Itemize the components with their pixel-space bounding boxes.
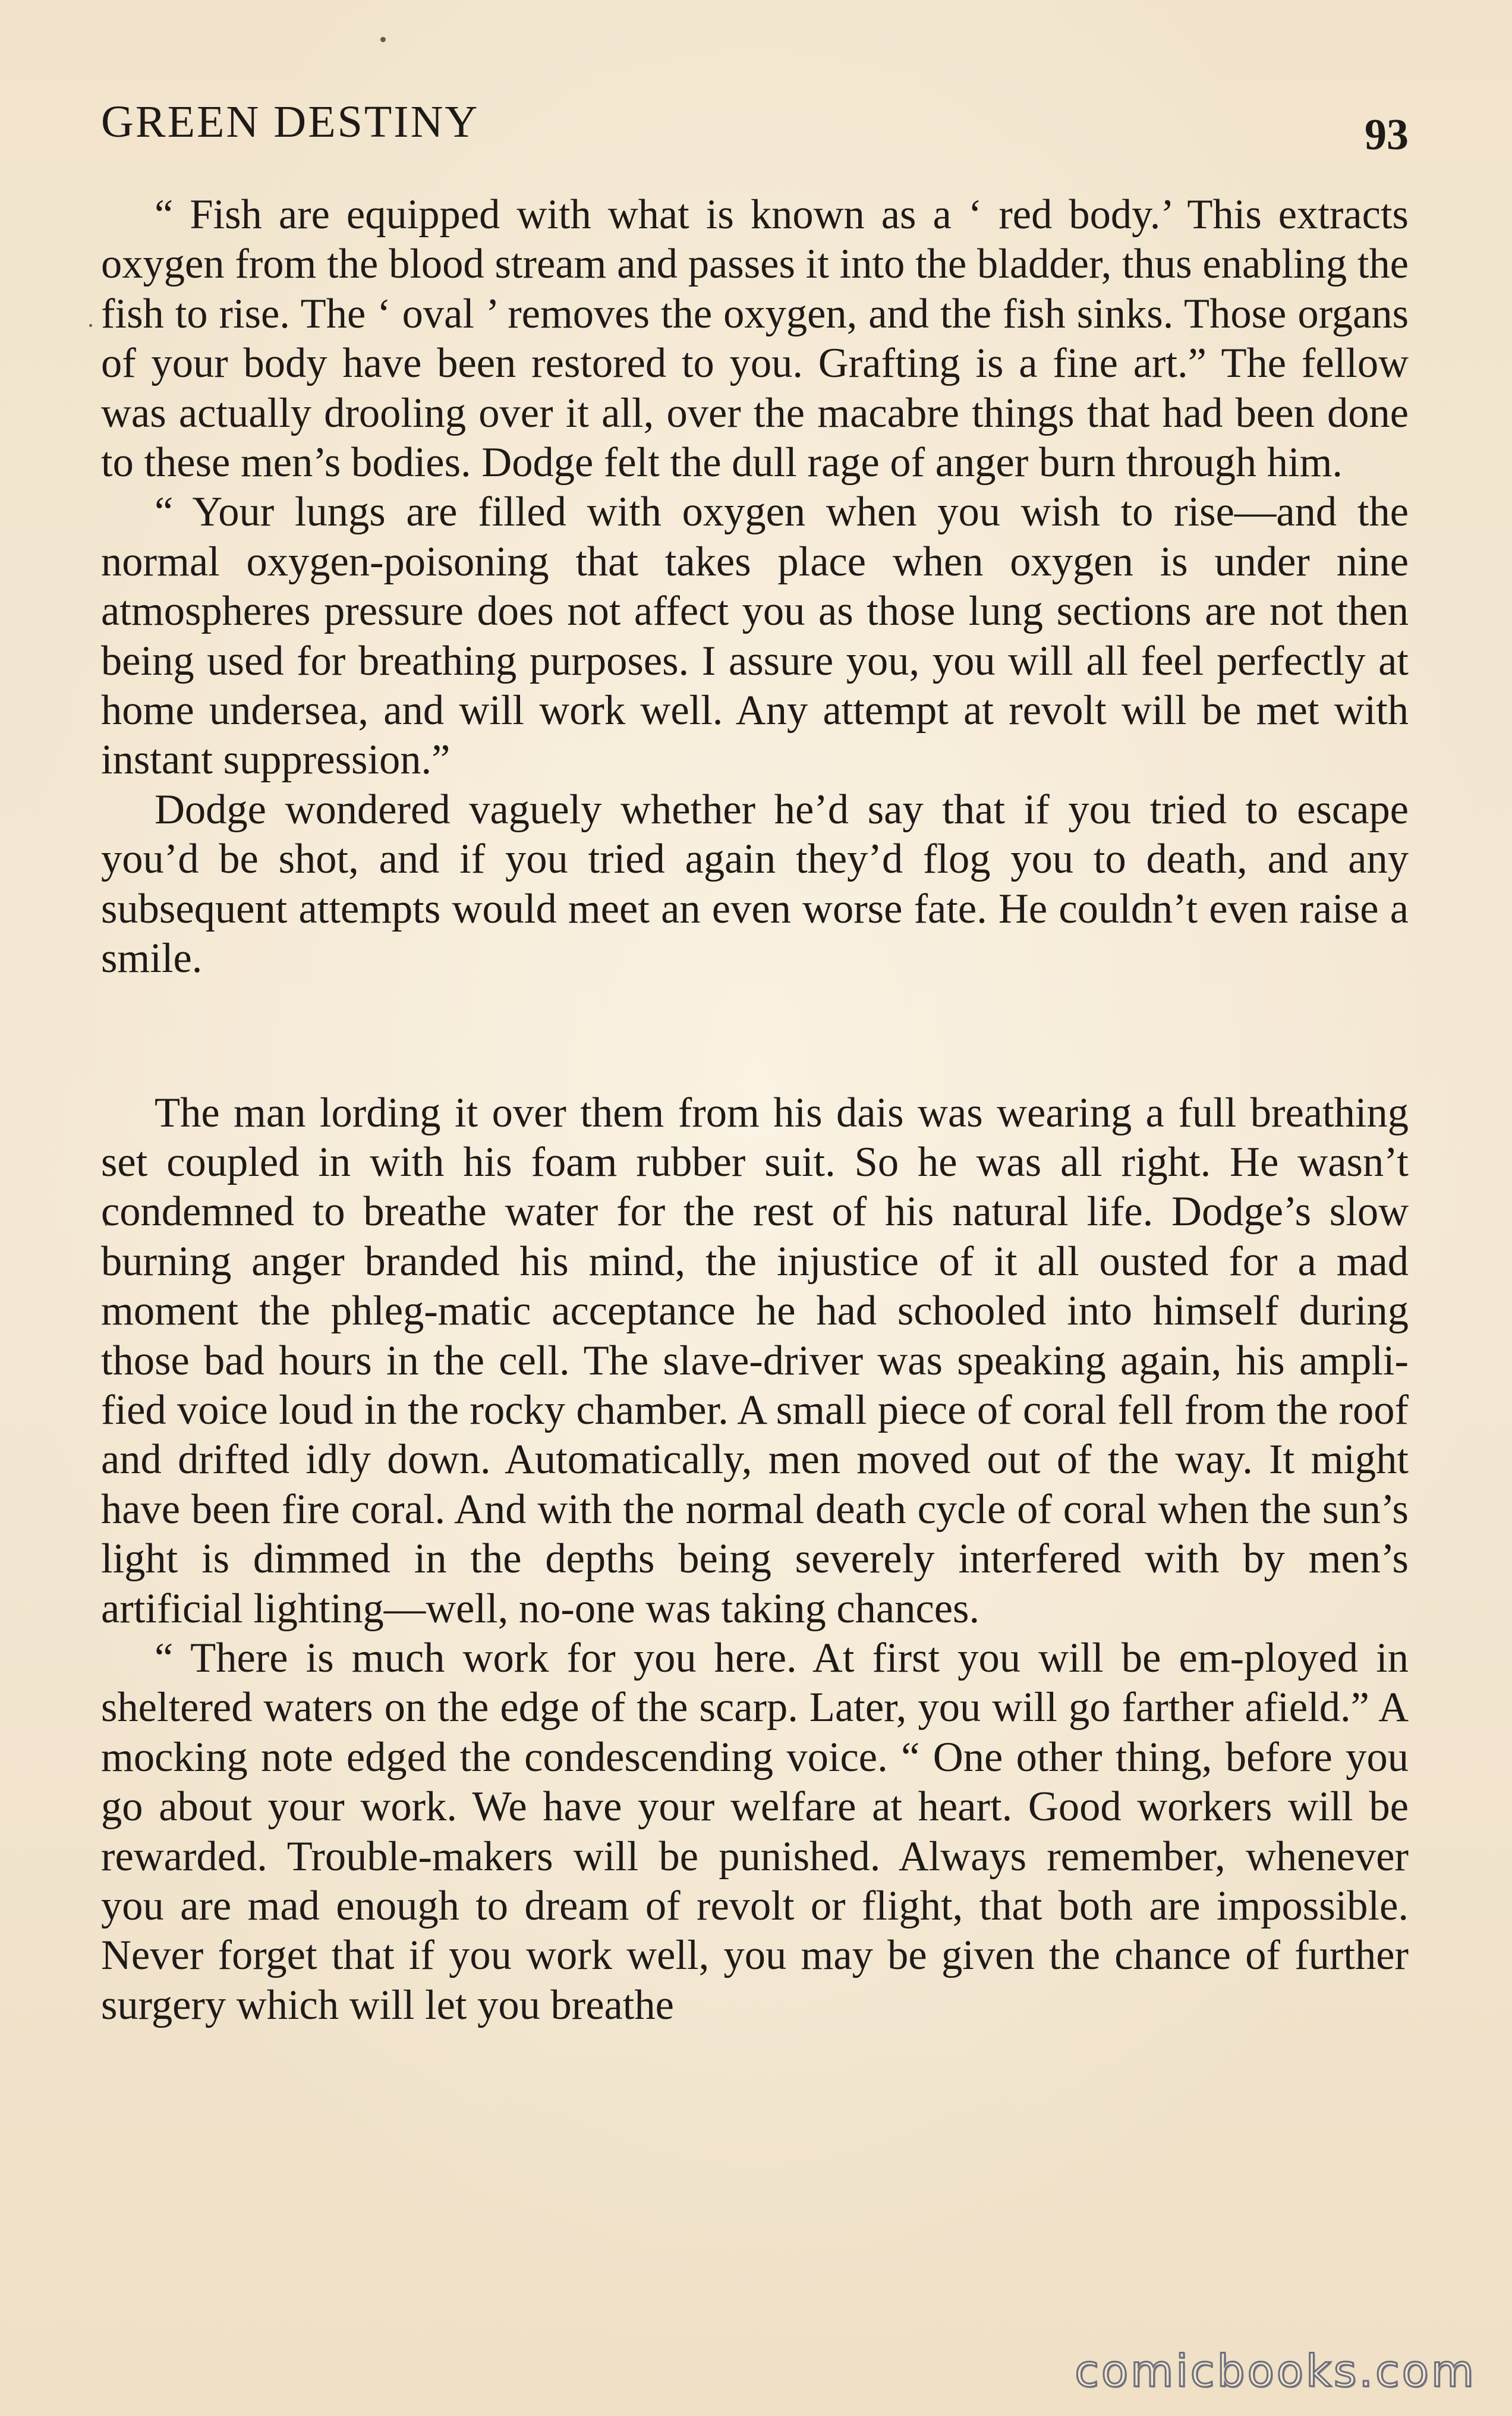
running-head xyxy=(101,89,1409,159)
paragraph: “ There is much work for you here. At first you will be em-ployed in sheltered waters on the edge of the scarp. Later, you will go farther afield.” A mocking note edged the condescending voice. “ One other thing, before you go about your work. We have your welfare at heart. Good workers will be rewarded. Trouble-makers will be punished. Always remember, whenever you are mad enough to dream of revolt or flight, that both are impossible. Never forget that if you work well, you may be given the chance of further surgery which will let you breathe xyxy=(101,1634,1409,2028)
paragraph: “ Fish are equipped with what is known as a ‘ red body.’ This extracts oxygen from the blood stream and passes it into the bladder, thus enabling the fish to rise. The ‘ oval ’ removes the oxygen, and the fish sinks. Those organs of your body have been restored to you. Grafting is a fine art.” The fellow was actually drooling over it all, over the macabre things that had been done to these men’s bodies. Dodge felt the dull rage of anger burn through him. xyxy=(101,191,1409,486)
watermark: comicbooks.com xyxy=(1075,2346,1476,2397)
page-number: 93 xyxy=(1365,111,1409,159)
paragraph: “ Your lungs are filled with oxygen when you wish to rise—and the normal oxygen-poisoning that takes place when oxygen is under nine atmospheres pressure does not affect you as those lung sections are not then being used for breathing purposes. I assure you, you will all feel perfectly at home undersea, and will work well. Any attempt at revolt will be met with instant suppression.” xyxy=(101,489,1409,784)
body-text xyxy=(101,190,1409,2030)
paragraph: Dodge wondered vaguely whether he’d say that if you tried to escape you’d be shot, and if you tried again they’d flog you to death, and any subsequent attempts would meet an even worse fate. He couldn’t even raise a smile. xyxy=(101,786,1409,982)
paper-speck xyxy=(89,324,92,327)
paragraph: The man lording it over them from his dais was wearing a full breathing set coupled in with his foam rubber suit. So he was all right. He wasn’t condemned to breathe water for the rest of his natural life. Dodge’s slow burning anger branded his mind, the injustice of it all ousted for a mad moment the phleg-matic acceptance he had schooled into himself during those bad hours in the cell. The slave-driver was speaking again, his ampli-fied voice loud in the rocky chamber. A small piece of coral fell from the roof and drifted idly down. Automatically, men moved out of the way. It might have been fire coral. And with the normal death cycle of coral when the sun’s light is dimmed in the depths being severely interfered with by men’s artificial lighting—well, no-one was taking chances. xyxy=(101,1089,1409,1632)
paper-speck xyxy=(380,37,386,42)
running-title: GREEN DESTINY xyxy=(101,97,480,147)
